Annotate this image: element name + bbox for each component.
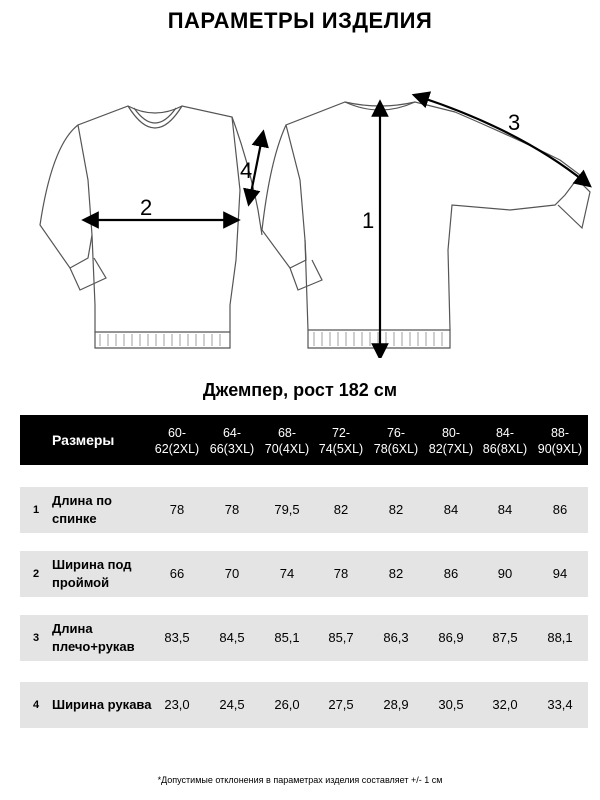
table-cell: 86 [443,566,459,581]
table-cell: 74 [279,566,295,581]
table-cell: 30,5 [438,697,464,712]
size-header-7: 84- 86(8XL) [482,426,528,456]
table-cell: 24,5 [219,697,245,712]
product-subtitle: Джемпер, рост 182 см [202,380,398,400]
table-cell: 86 [552,502,568,517]
tolerance-note: *Допустимые отклонения в параметрах изделия составляет +/- 1 см [157,775,443,785]
table-cell: 88,1 [547,630,573,645]
table-cell: 87,5 [492,630,518,645]
table-row [20,682,588,728]
size-header-4: 72- 74(5XL) [318,426,364,456]
row-number: 1 [32,504,40,516]
row-name: Ширина рукава [52,697,152,712]
table-cell: 86,3 [383,630,409,645]
back-left-sleeve [262,125,306,268]
table-cell: 66 [169,566,185,581]
measure-label-3: 3 [508,110,521,135]
table-cell: 78 [169,502,185,517]
table-cell: 78 [333,566,349,581]
table-cell: 28,9 [383,697,409,712]
table-cell: 82 [388,502,404,517]
table-cell: 82 [333,502,349,517]
back-body-outline [286,102,580,330]
back-right-cuff [558,180,590,228]
row-number: 2 [32,568,40,580]
size-header-1: 60- 62(2XL) [154,426,200,456]
table-cell: 83,5 [164,630,190,645]
table-cell: 78 [224,502,240,517]
table-cell: 90 [497,566,513,581]
measure-label-2: 2 [140,195,153,220]
size-header-8: 88- 90(9XL) [537,426,583,456]
table-cell: 27,5 [328,697,354,712]
row-number: 3 [32,632,40,644]
table-cell: 70 [224,566,240,581]
sweater-measurement-diagram [0,88,600,358]
front-hem [95,332,230,348]
row-name: Ширина под проймой [52,557,132,590]
table-cell: 26,0 [274,697,300,712]
front-left-sleeve [40,125,92,268]
size-header-6: 80- 82(7XL) [428,426,474,456]
size-header-5: 76- 78(6XL) [373,426,419,456]
table-row [20,487,588,533]
table-cell: 84 [497,502,513,517]
measure-label-4: 4 [240,158,253,183]
table-row [20,615,588,661]
row-name: Длина плечо+рукав [52,621,135,654]
table-cell: 85,1 [274,630,300,645]
row-name: Длина по спинке [52,493,112,526]
table-cell: 79,5 [274,502,300,517]
size-header-2: 64- 66(3XL) [209,426,255,456]
size-table-header [20,415,588,465]
header-label: Размеры [52,432,115,448]
table-cell: 23,0 [164,697,190,712]
table-cell: 32,0 [492,697,518,712]
page-title: ПАРАМЕТРЫ ИЗДЕЛИЯ [167,8,433,33]
table-cell: 94 [552,566,568,581]
table-cell: 84,5 [219,630,245,645]
table-cell: 86,9 [438,630,464,645]
table-cell: 82 [388,566,404,581]
table-cell: 85,7 [328,630,354,645]
table-cell: 84 [443,502,459,517]
table-row [20,551,588,597]
measure-label-1: 1 [362,208,375,233]
row-number: 4 [32,699,40,711]
table-cell: 33,4 [547,697,573,712]
front-left-cuff [70,258,106,290]
size-header-3: 68- 70(4XL) [264,426,310,456]
